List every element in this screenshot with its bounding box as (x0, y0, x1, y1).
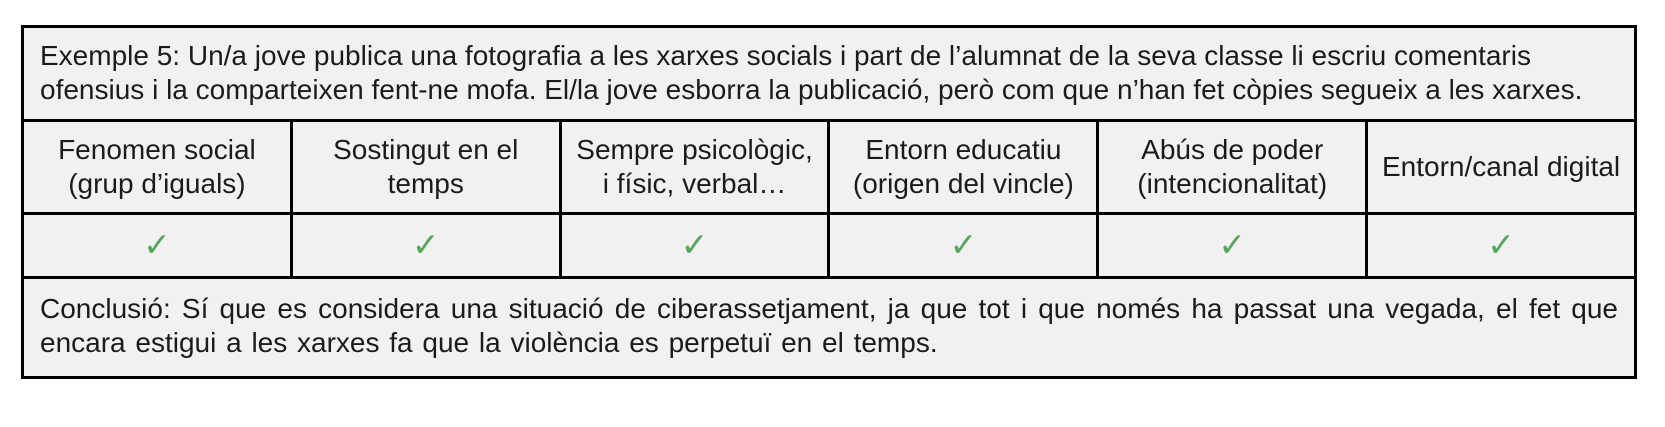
checkmark-icon: ✓ (680, 225, 709, 263)
criterion-label-line1: Entorn/canal digital (1381, 151, 1621, 182)
check-cell (291, 214, 560, 278)
check-cell (560, 214, 829, 278)
checkmark-icon: ✓ (411, 225, 440, 263)
criterion-label-line2: i físic, verbal… (602, 168, 787, 199)
criterion-sostingut-temps (291, 121, 560, 214)
criterion-tipus-violencia (560, 121, 829, 214)
criterion-label-line1: Sempre psicològic, (576, 134, 813, 165)
example-row (23, 27, 1636, 121)
checkmark-icon: ✓ (949, 225, 978, 263)
criteria-header-row (23, 121, 1636, 214)
conclusion-row (23, 278, 1636, 378)
cyberbullying-criteria-table (21, 25, 1637, 379)
check-cell (23, 214, 292, 278)
checkmark-icon: ✓ (1487, 225, 1515, 263)
example-description: Exemple 5: Un/a jove publica una fotografia a les xarxes socials i part de l’alumnat de la seva classe li escriu comentaris ofensius i la comparteixen fent-ne mofa. El/la jove esborra la publicació, però com que n’han fet còpies segueix a les xarxes. (23, 27, 1636, 121)
checkmark-icon: ✓ (1218, 225, 1247, 263)
criterion-label-line2: (grup d’iguals) (68, 168, 246, 199)
checkmark-icon: ✓ (143, 225, 171, 263)
criterion-label-line2: (origen del vincle) (852, 168, 1074, 199)
criterion-label-line1: Entorn educatiu (865, 134, 1062, 165)
criterion-entorn-educatiu (829, 121, 1098, 214)
criterion-label-line1: Abús de poder (1141, 134, 1324, 165)
criterion-label-line2: (intencionalitat) (1137, 168, 1328, 199)
criterion-canal-digital (1367, 121, 1636, 214)
criterion-label-line1: Fenomen social (58, 134, 256, 165)
conclusion-text: Conclusió: Sí que es considera una situació de ciberassetjament, ja que tot i que només ha passat una vegada, el fet que encara estigui a les xarxes fa que la violència es perpetuï en el temps. (23, 278, 1636, 378)
check-cell (829, 214, 1098, 278)
criterion-fenomen-social (23, 121, 292, 214)
criterion-label-line1: Sostingut en el (333, 134, 519, 165)
checkmarks-row (23, 214, 1636, 278)
criterion-abus-poder (1098, 121, 1367, 214)
criterion-label-line2: temps (387, 168, 464, 199)
check-cell (1367, 214, 1636, 278)
check-cell (1098, 214, 1367, 278)
